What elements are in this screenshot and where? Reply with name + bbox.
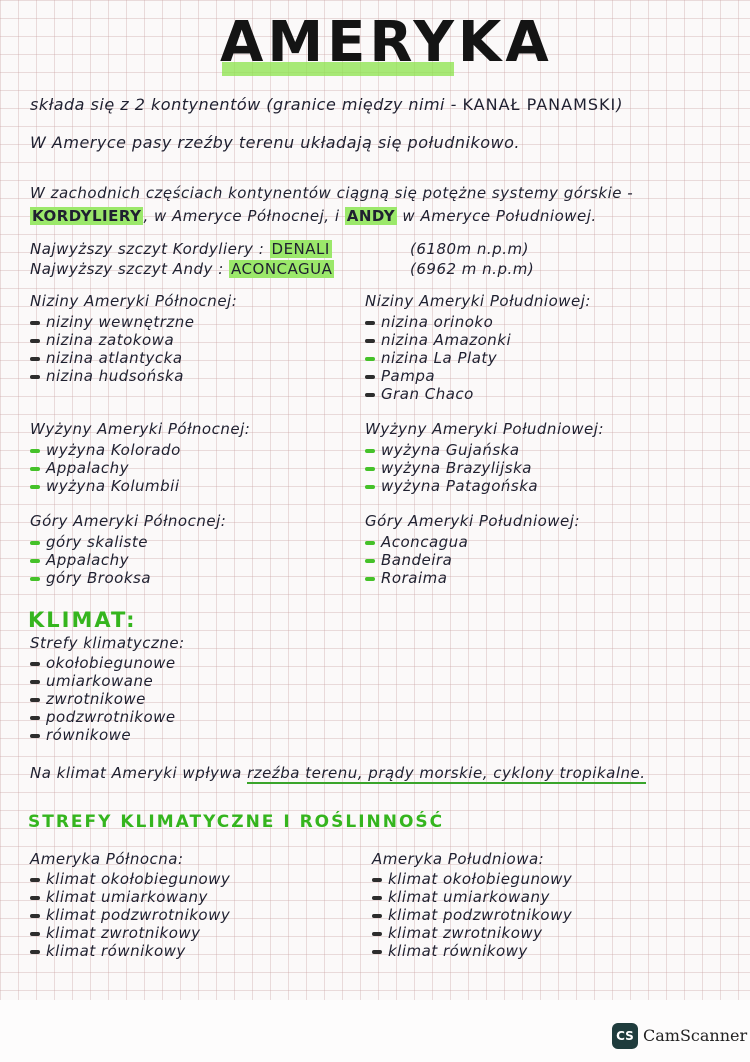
uplands-north (30, 420, 250, 495)
climate-heading: KLIMAT: (28, 608, 137, 632)
list-item: klimat podzwrotnikowy (30, 906, 230, 924)
list-item: klimat umiarkowany (30, 888, 230, 906)
andy-highlight: ANDY (346, 207, 396, 225)
list-item: wyżyna Kolorado (30, 441, 250, 459)
list-item: równikowe (30, 726, 185, 744)
section-heading: Wyżyny Ameryki Północnej: (30, 420, 251, 438)
intro-text: składa się z 2 kontynentów (granice między nimi - (30, 95, 463, 114)
list-item: wyżyna Kolumbii (30, 477, 250, 495)
climate-factors: Na klimat Ameryki wpływa rzeźba terenu, prądy morskie, cyklony tropikalne. (30, 764, 646, 782)
list-item: nizina La Platy (365, 349, 591, 367)
list-item: klimat umiarkowany (372, 888, 572, 906)
zones-heading: STREFY KLIMATYCZNE I ROŚLINNOŚĆ (28, 812, 445, 832)
list-item: nizina Amazonki (365, 331, 591, 349)
peak-label: Najwyższy szczyt Andy : (30, 260, 224, 278)
list-item: zwrotnikowe (30, 690, 185, 708)
list-item: Appalachy (30, 459, 250, 477)
list-item: Aconcagua (365, 533, 580, 551)
list-item: nizina hudsońska (30, 367, 237, 385)
section-heading: Ameryka Północna: (30, 850, 184, 868)
section-heading: Niziny Ameryki Północnej: (30, 292, 238, 310)
list-item: nizina atlantycka (30, 349, 237, 367)
list-item: Appalachy (30, 551, 226, 569)
section-heading: Wyżyny Ameryki Południowej: (365, 420, 605, 438)
mountains-south (365, 512, 580, 587)
list-item: góry skaliste (30, 533, 226, 551)
section-heading: Góry Ameryki Południowej: (365, 512, 581, 530)
intro-line-2: W Ameryce pasy rzeźby terenu układają się południkowo. (30, 133, 520, 152)
peak-label: Najwyższy szczyt Kordyliery : (30, 240, 265, 258)
list-item: klimat podzwrotnikowy (372, 906, 572, 924)
camscanner-logo-icon: CS (612, 1023, 638, 1049)
section-heading: Góry Ameryki Północnej: (30, 512, 227, 530)
list-item: Gran Chaco (365, 385, 591, 403)
zones-north (30, 850, 230, 960)
page-title: AMERYKA (220, 10, 553, 75)
climate-zones (30, 634, 185, 744)
list-item: nizina orinoko (365, 313, 591, 331)
list-item: nizina zatokowa (30, 331, 237, 349)
peak-name: DENALI (271, 240, 330, 258)
list-item: klimat równikowy (372, 942, 572, 960)
intro-close: ) (616, 95, 624, 114)
camscanner-label: CamScanner (643, 1026, 748, 1045)
canal-name: KANAŁ PANAMSKI (462, 95, 617, 114)
section-heading: Niziny Ameryki Południowej: (365, 292, 591, 310)
peak-height: (6962 m n.p.m) (410, 260, 535, 278)
factors-underlined: rzeźba terenu, prądy morskie, cyklony tropikalne. (247, 764, 646, 782)
list-item: wyżyna Patagońska (365, 477, 604, 495)
section-heading: Ameryka Południowa: (372, 850, 545, 868)
zones-south (372, 850, 572, 960)
peak-row-2 (30, 260, 334, 278)
list-item: podzwrotnikowe (30, 708, 185, 726)
peak-row-1 (30, 240, 332, 258)
list-item: Pampa (365, 367, 591, 385)
list-item: klimat okołobiegunowy (30, 870, 230, 888)
uplands-south (365, 420, 604, 495)
lowlands-south (365, 292, 591, 403)
climate-subheading: Strefy klimatyczne: (30, 634, 185, 652)
list-item: wyżyna Gujańska (365, 441, 604, 459)
mountains-north (30, 512, 226, 587)
mountains-mid: , w Ameryce Północnej, i (143, 207, 345, 225)
list-item: klimat zwrotnikowy (372, 924, 572, 942)
kordyliery-highlight: KORDYLIERY (32, 207, 142, 225)
list-item: niziny wewnętrzne (30, 313, 237, 331)
list-item: góry Brooksa (30, 569, 226, 587)
intro-line-1 (30, 95, 623, 114)
mountains-end: w Ameryce Południowej. (397, 207, 597, 225)
list-item: Bandeira (365, 551, 580, 569)
list-item: klimat okołobiegunowy (372, 870, 572, 888)
mountains-line-1: W zachodnich częściach kontynentów ciągną się potężne systemy górskie - (30, 184, 634, 202)
list-item: Roraima (365, 569, 580, 587)
mountains-line-2 (30, 207, 597, 225)
list-item: wyżyna Brazylijska (365, 459, 604, 477)
list-item: umiarkowane (30, 672, 185, 690)
list-item: klimat zwrotnikowy (30, 924, 230, 942)
peak-height: (6180m n.p.m) (410, 240, 529, 258)
peak-name: ACONCAGUA (231, 260, 333, 278)
lowlands-north (30, 292, 237, 385)
list-item: okołobiegunowe (30, 654, 185, 672)
list-item: klimat równikowy (30, 942, 230, 960)
